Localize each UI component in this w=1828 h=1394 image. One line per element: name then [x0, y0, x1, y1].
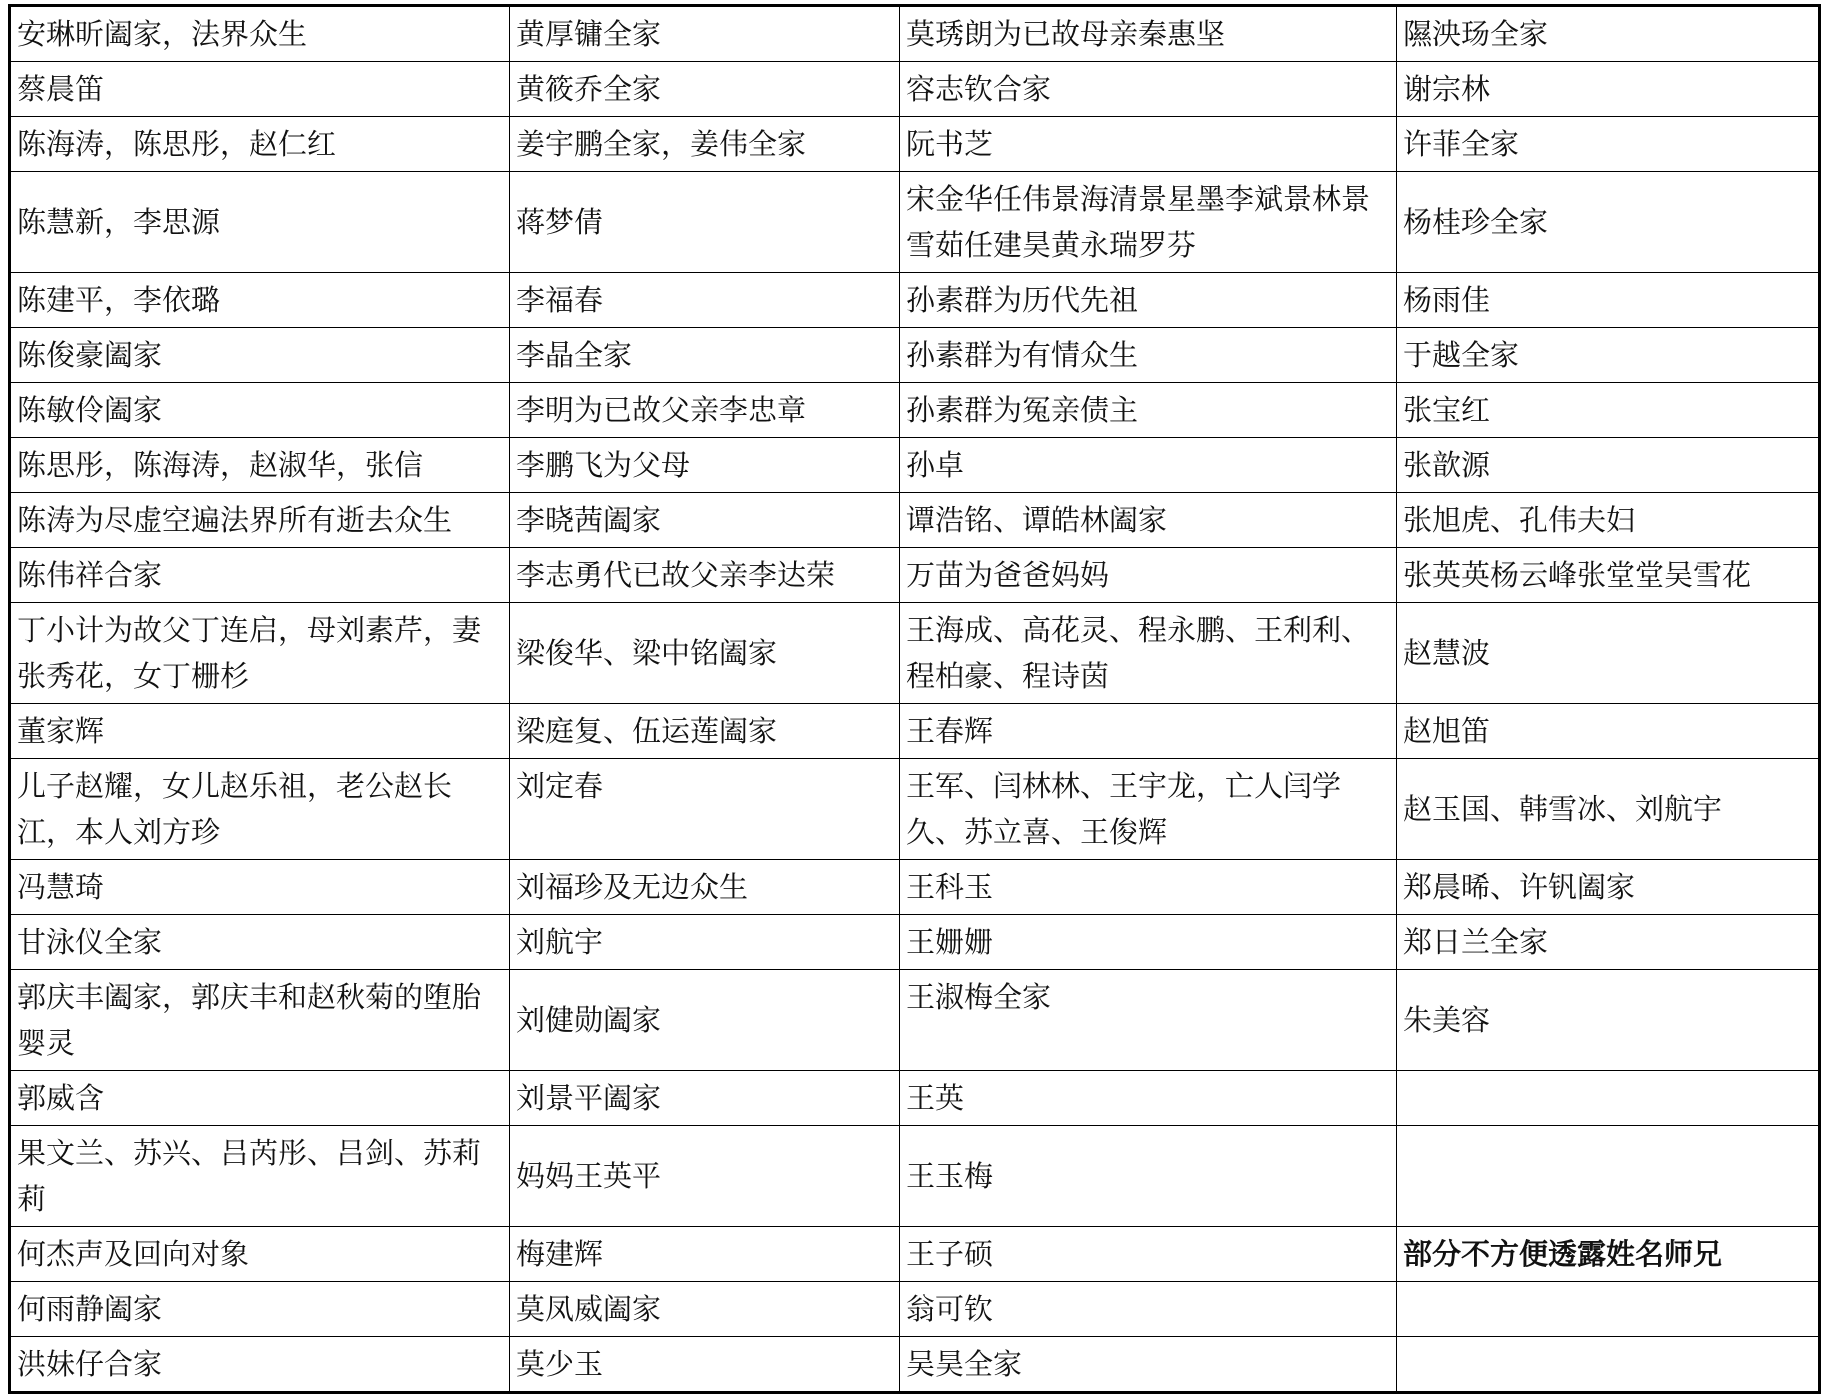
- table-cell: 刘景平阖家: [510, 1071, 900, 1126]
- table-cell: 妈妈王英平: [510, 1126, 900, 1227]
- table-cell: 孙素群为冤亲债主: [900, 383, 1397, 438]
- table-row: [10, 860, 1820, 915]
- table-cell: 丁小计为故父丁连启，母刘素芹，妻张秀花，女丁栅杉: [10, 603, 510, 704]
- table-cell: 何杰声及回向对象: [10, 1227, 510, 1282]
- table-body: [10, 6, 1820, 1393]
- table-cell: 张歆源: [1397, 438, 1820, 493]
- table-cell: 王淑梅全家: [900, 970, 1397, 1071]
- table-cell: 陈慧新，李思源: [10, 172, 510, 273]
- table-cell: 莫琇朗为已故母亲秦惠坚: [900, 6, 1397, 62]
- table-cell: 儿子赵耀，女儿赵乐祖，老公赵长江，本人刘方珍: [10, 759, 510, 860]
- table-row: [10, 6, 1820, 62]
- table-cell: 郑日兰全家: [1397, 915, 1820, 970]
- table-cell: 李晓茜阖家: [510, 493, 900, 548]
- table-cell: 许菲全家: [1397, 117, 1820, 172]
- table-cell: 谢宗林: [1397, 62, 1820, 117]
- table-row: [10, 548, 1820, 603]
- table-row: [10, 438, 1820, 493]
- table-row: [10, 1071, 1820, 1126]
- table-cell: 李明为已故父亲李忠章: [510, 383, 900, 438]
- table-cell: 梅建辉: [510, 1227, 900, 1282]
- table-row: [10, 62, 1820, 117]
- table-cell: 刘健勋阖家: [510, 970, 900, 1071]
- table-cell: 郭威含: [10, 1071, 510, 1126]
- table-cell: 容志钦合家: [900, 62, 1397, 117]
- table-cell: 郭庆丰阖家，郭庆丰和赵秋菊的堕胎婴灵: [10, 970, 510, 1071]
- table-row: [10, 915, 1820, 970]
- table-cell: 冯慧琦: [10, 860, 510, 915]
- table-cell: 梁庭复、伍运莲阖家: [510, 704, 900, 759]
- table-cell: 谭浩铭、谭皓林阖家: [900, 493, 1397, 548]
- table-cell: 陈敏伶阖家: [10, 383, 510, 438]
- table-row: [10, 759, 1820, 860]
- table-cell: 王海成、高花灵、程永鹏、王利利、程柏豪、程诗茵: [900, 603, 1397, 704]
- table-cell: 果文兰、苏兴、吕芮彤、吕剑、苏莉莉: [10, 1126, 510, 1227]
- table-cell: 蔡晨笛: [10, 62, 510, 117]
- table-row: [10, 172, 1820, 273]
- table-row: [10, 1337, 1820, 1393]
- table-cell: 郑晨晞、许钒阖家: [1397, 860, 1820, 915]
- table-cell: 吴昊全家: [900, 1337, 1397, 1393]
- table-cell: 李志勇代已故父亲李达荣: [510, 548, 900, 603]
- table-cell: 于越全家: [1397, 328, 1820, 383]
- table-cell: 陈海涛，陈思彤，赵仁红: [10, 117, 510, 172]
- table-cell: 王英: [900, 1071, 1397, 1126]
- table-cell: 安琳昕阖家，法界众生: [10, 6, 510, 62]
- table-cell: 陈俊豪阖家: [10, 328, 510, 383]
- table-cell: 孙素群为有情众生: [900, 328, 1397, 383]
- table-cell: 洪妹仔合家: [10, 1337, 510, 1393]
- table-cell: 刘福珍及无边众生: [510, 860, 900, 915]
- table-cell: 万苗为爸爸妈妈: [900, 548, 1397, 603]
- table-cell: 部分不方便透露姓名师兄: [1397, 1227, 1820, 1282]
- table-row: [10, 1227, 1820, 1282]
- table-row: [10, 328, 1820, 383]
- table-cell: 姜宇鹏全家，姜伟全家: [510, 117, 900, 172]
- dedication-name-table: [8, 4, 1821, 1394]
- table-cell: 刘定春: [510, 759, 900, 860]
- table-cell: 李晶全家: [510, 328, 900, 383]
- table-cell: 孙素群为历代先祖: [900, 273, 1397, 328]
- table-cell: 黄筱乔全家: [510, 62, 900, 117]
- table-row: [10, 1126, 1820, 1227]
- table-cell: [1397, 1337, 1820, 1393]
- table-cell: 赵慧波: [1397, 603, 1820, 704]
- table-row: [10, 117, 1820, 172]
- table-cell: [1397, 1126, 1820, 1227]
- table-cell: 朱美容: [1397, 970, 1820, 1071]
- table-row: [10, 1282, 1820, 1337]
- table-cell: 赵旭笛: [1397, 704, 1820, 759]
- table-cell: 黄厚镛全家: [510, 6, 900, 62]
- table-cell: 董家辉: [10, 704, 510, 759]
- table-cell: 莫少玉: [510, 1337, 900, 1393]
- table-cell: 莫凤威阖家: [510, 1282, 900, 1337]
- table-cell: 王军、闫林林、王宇龙，亡人闫学久、苏立喜、王俊辉: [900, 759, 1397, 860]
- table-cell: 王春辉: [900, 704, 1397, 759]
- table-cell: 张宝红: [1397, 383, 1820, 438]
- table-cell: 李鹏飞为父母: [510, 438, 900, 493]
- table-cell: 王玉梅: [900, 1126, 1397, 1227]
- table-row: [10, 704, 1820, 759]
- table-cell: [1397, 1071, 1820, 1126]
- table-cell: 刘航宇: [510, 915, 900, 970]
- table-cell: 何雨静阖家: [10, 1282, 510, 1337]
- table-cell: 甘泳仪全家: [10, 915, 510, 970]
- table-cell: [1397, 1282, 1820, 1337]
- table-cell: 赵玉国、韩雪冰、刘航宇: [1397, 759, 1820, 860]
- table-row: [10, 493, 1820, 548]
- table-cell: 陈思彤，陈海涛，赵淑华，张信: [10, 438, 510, 493]
- table-row: [10, 273, 1820, 328]
- table-cell: 王子硕: [900, 1227, 1397, 1282]
- table-cell: 阮书芝: [900, 117, 1397, 172]
- table-cell: 宋金华任伟景海清景星墨李斌景林景雪茹任建昊黄永瑞罗芬: [900, 172, 1397, 273]
- table-cell: 张旭虎、孔伟夫妇: [1397, 493, 1820, 548]
- table-cell: 隰泱玚全家: [1397, 6, 1820, 62]
- table-row: [10, 603, 1820, 704]
- table-cell: 翁可钦: [900, 1282, 1397, 1337]
- table-cell: 蒋梦倩: [510, 172, 900, 273]
- table-cell: 李福春: [510, 273, 900, 328]
- table-cell: 陈涛为尽虚空遍法界所有逝去众生: [10, 493, 510, 548]
- table-cell: 王姗姗: [900, 915, 1397, 970]
- table-cell: 杨雨佳: [1397, 273, 1820, 328]
- table-cell: 王科玉: [900, 860, 1397, 915]
- table-cell: 陈伟祥合家: [10, 548, 510, 603]
- table-cell: 张英英杨云峰张堂堂吴雪花: [1397, 548, 1820, 603]
- table-row: [10, 383, 1820, 438]
- table-row: [10, 970, 1820, 1071]
- table-cell: 杨桂珍全家: [1397, 172, 1820, 273]
- table-cell: 孙卓: [900, 438, 1397, 493]
- table-cell: 陈建平，李依璐: [10, 273, 510, 328]
- table-cell: 梁俊华、梁中铭阖家: [510, 603, 900, 704]
